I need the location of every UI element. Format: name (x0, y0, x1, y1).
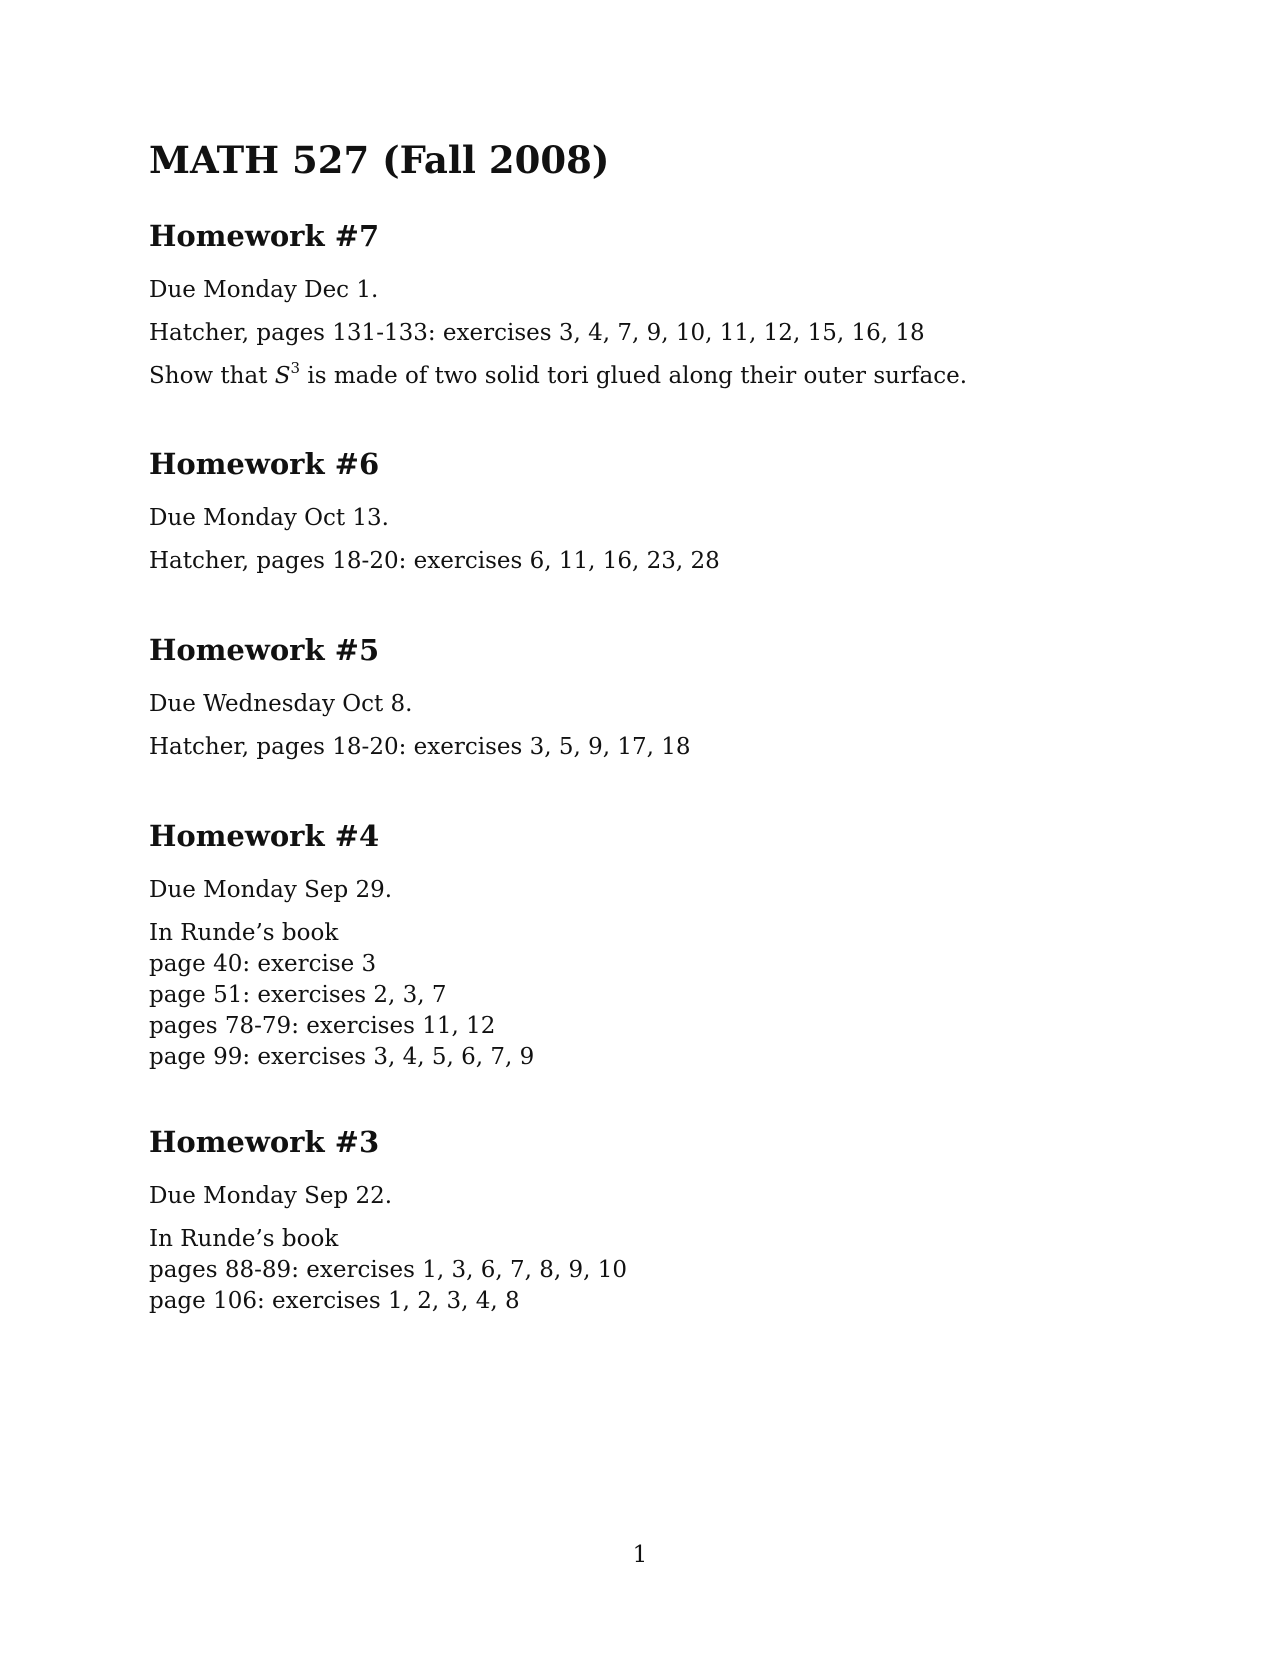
homework-6-section (149, 446, 1149, 577)
due-date: Due Monday Oct 13. (149, 505, 389, 531)
text-prefix: Show that (149, 363, 275, 389)
math-superscript: 3 (290, 359, 301, 377)
assignment-block (149, 1224, 1149, 1317)
homework-heading: Homework #7 (149, 219, 380, 253)
homework-3-section (149, 1124, 1149, 1317)
due-date: Due Monday Dec 1. (149, 277, 379, 303)
assignment-line: pages 78-79: exercises 11, 12 (149, 1013, 496, 1039)
document-title: MATH 527 (Fall 2008) (149, 138, 610, 182)
math-symbol: S (274, 363, 291, 389)
homework-heading: Homework #4 (149, 819, 380, 853)
due-date: Due Monday Sep 22. (149, 1183, 393, 1209)
due-date: Due Monday Sep 29. (149, 877, 393, 903)
assignment-line: page 106: exercises 1, 2, 3, 4, 8 (149, 1288, 520, 1314)
assignment-line: page 40: exercise 3 (149, 951, 377, 977)
assignment-line: Hatcher, pages 18-20: exercises 6, 11, 16, 23, 28 (149, 548, 720, 574)
assignment-line: Hatcher, pages 131-133: exercises 3, 4, 7, 9, 10, 11, 12, 15, 16, 18 (149, 320, 925, 346)
assignment-line: In Runde’s book (149, 920, 339, 946)
homework-heading: Homework #5 (149, 633, 380, 667)
text-suffix: is made of two solid tori glued along their outer surface. (300, 363, 968, 389)
homework-heading: Homework #3 (149, 1125, 380, 1159)
homework-4-section (149, 818, 1149, 1073)
assignment-block (149, 918, 1149, 1073)
due-date: Due Wednesday Oct 8. (149, 691, 413, 717)
assignment-line: pages 88-89: exercises 1, 3, 6, 7, 8, 9, 10 (149, 1257, 628, 1283)
assignment-line: page 99: exercises 3, 4, 5, 6, 7, 9 (149, 1044, 535, 1070)
homework-heading: Homework #6 (149, 447, 380, 481)
assignment-line-math (149, 361, 1149, 392)
homework-7-section (149, 218, 1149, 392)
page-number: 1 (632, 1542, 648, 1568)
homework-5-section (149, 632, 1149, 763)
assignment-line: page 51: exercises 2, 3, 7 (149, 982, 447, 1008)
assignment-line: In Runde’s book (149, 1226, 339, 1252)
assignment-line: Hatcher, pages 18-20: exercises 3, 5, 9, 17, 18 (149, 734, 691, 760)
